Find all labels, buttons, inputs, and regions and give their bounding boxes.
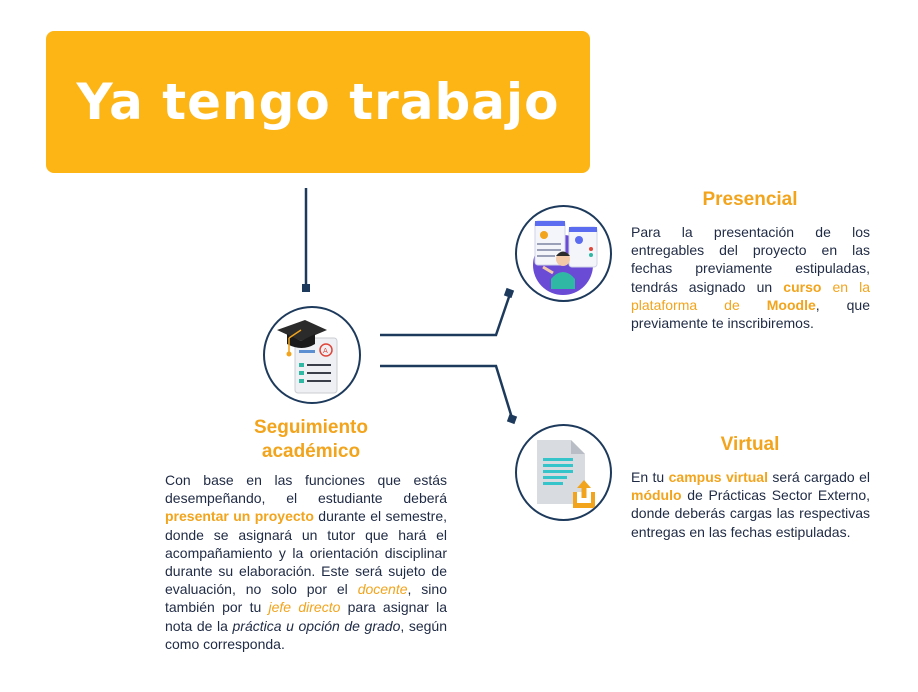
- banner-connector-end: [302, 284, 310, 292]
- presencial-text-part: Para la presentación de los entregables del proyecto en las fechas previamente estipuladas, tendrás asignado un: [631, 224, 870, 295]
- seguimiento-text-part: Con base en las funciones que estás desempeñando, el estudiante deberá: [165, 472, 447, 507]
- seguimiento-text-part: , sino también por tu: [165, 581, 447, 616]
- virtual-heading: Virtual: [720, 434, 780, 455]
- seguimiento-text: [165, 471, 447, 653]
- presencial-highlight-moodle: Moodle: [766, 296, 816, 313]
- presencial-highlight-plataforma: en la plataforma de: [631, 278, 870, 313]
- seguimiento-highlight-proyecto: presentar un proyecto: [165, 508, 314, 525]
- seguimiento-highlight-jefe: jefe directo: [268, 599, 341, 616]
- seguimiento-italic-practica: práctica u opción de grado: [232, 617, 401, 634]
- graduation-cap-document-icon: [265, 308, 358, 401]
- seguimiento-highlight-docente: docente: [357, 581, 408, 598]
- seguimiento-text-part: , según como corresponda.: [165, 617, 447, 652]
- virtual-text-part: de Prácticas Sector Externo, donde deberás cargas las respectivas entregas en las fechas estipuladas.: [631, 487, 870, 540]
- seguimiento-text-part: para asignar la nota de la: [165, 599, 447, 634]
- presencial-heading: Presencial: [702, 189, 798, 210]
- virtual-connector: [380, 366, 512, 418]
- presencial-icon-circle: [515, 205, 612, 302]
- presencial-connector-end: [504, 288, 514, 298]
- person-presenting-screens-icon: [517, 207, 609, 299]
- virtual-icon-circle: [515, 424, 612, 521]
- seguimiento-text-part: durante el semestre, donde se asignará un tutor que hará el acompañamiento y la orientación disciplinar durante su elaboración. Este será sujeto de evaluación, no solo por el: [165, 508, 447, 598]
- document-upload-icon: [517, 426, 609, 518]
- virtual-text-part: En tu: [631, 469, 669, 485]
- seguimiento-heading: [226, 416, 396, 464]
- virtual-connector-end: [507, 414, 517, 424]
- presencial-highlight-curso: curso: [783, 278, 822, 295]
- svg-text:A: A: [323, 347, 328, 355]
- page-title: Ya tengo trabajo: [76, 73, 560, 131]
- presencial-connector: [380, 294, 510, 335]
- seguimiento-icon-circle: [263, 306, 361, 404]
- seguimiento-heading-line2: académico: [261, 441, 361, 462]
- virtual-text-part: será cargado el: [767, 469, 870, 485]
- virtual-text: [631, 468, 870, 541]
- presencial-text: [631, 223, 870, 332]
- seguimiento-heading-line1: Seguimiento: [253, 417, 368, 438]
- virtual-highlight-modulo: módulo: [631, 487, 682, 504]
- virtual-highlight-campus: campus virtual: [668, 469, 768, 485]
- presencial-text-part: , que previamente te inscribiremos.: [631, 296, 871, 332]
